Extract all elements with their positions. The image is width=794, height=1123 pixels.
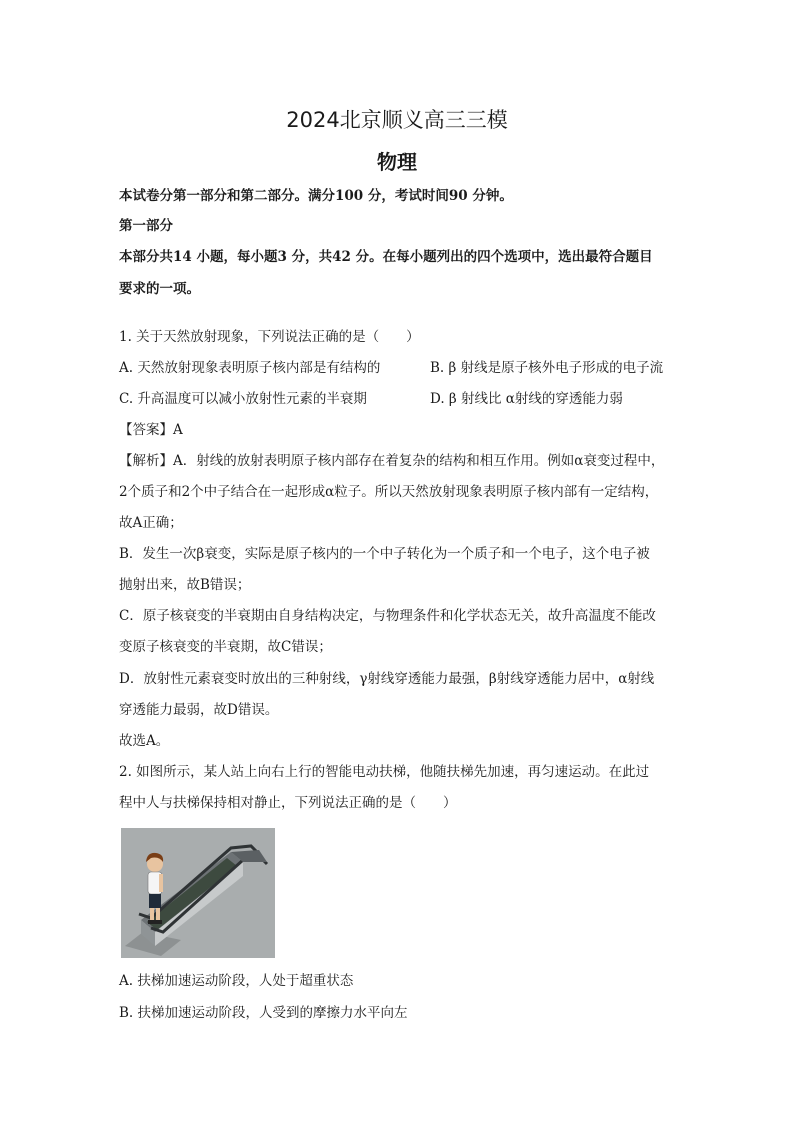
person-leg-right bbox=[156, 908, 160, 920]
person-leg-left bbox=[150, 908, 154, 920]
q1-option-d: D. β 射线比 α射线的穿透能力弱 bbox=[430, 391, 623, 407]
instruction-line-2: 要求的一项。 bbox=[119, 281, 200, 297]
answer-value: A bbox=[173, 422, 183, 438]
q1-option-c: C. 升高温度可以减小放射性元素的半衰期 bbox=[119, 391, 367, 407]
answer-tag: 【答案】 bbox=[119, 422, 173, 438]
q1-conclusion: 故选A。 bbox=[119, 733, 170, 749]
q1-analysis-line-9: 穿透能力最弱，故D错误。 bbox=[119, 702, 279, 718]
q1-option-a: A. 天然放射现象表明原子核内部是有结构的 bbox=[119, 360, 381, 376]
q1-analysis-line-7: 变原子核衰变的半衰期，故C错误； bbox=[119, 639, 332, 655]
q2-stem-line-1: 2. 如图所示，某人站上向右上行的智能电动扶梯，他随扶梯先加速，再匀速运动。在此过 bbox=[119, 764, 650, 780]
q1-answer bbox=[119, 420, 679, 440]
part-heading: 第一部分 bbox=[119, 218, 173, 234]
q1-analysis-line-3: 故A正确； bbox=[119, 515, 183, 531]
analysis-tag: 【解析】 bbox=[119, 453, 173, 469]
instruction-line-1: 本部分共14 小题，每小题3 分，共42 分。在每小题列出的四个选项中，选出最符合题目 bbox=[119, 249, 653, 265]
q1-analysis-line-1 bbox=[119, 451, 679, 471]
q2-stem-line-2: 程中人与扶梯保持相对静止，下列说法正确的是（ ） bbox=[119, 795, 457, 811]
q2-option-b: B. 扶梯加速运动阶段，人受到的摩擦力水平向左 bbox=[119, 1005, 408, 1021]
document-title: 2024北京顺义高三三模 bbox=[286, 108, 508, 132]
q1-analysis-line-2: 2个质子和2个中子结合在一起形成α粒子。所以天然放射现象表明原子核内部有一定结构， bbox=[119, 484, 659, 500]
person-shoe-right bbox=[155, 920, 162, 924]
escalator-figure bbox=[121, 828, 275, 958]
person-shorts bbox=[149, 894, 161, 908]
q1-analysis-line-5: 抛射出来，故B错误； bbox=[119, 577, 251, 593]
q1-option-b: B. β 射线是原子核外电子形成的电子流 bbox=[430, 360, 664, 376]
exam-info: 本试卷分第一部分和第二部分。满分100 分，考试时间90 分钟。 bbox=[119, 188, 513, 204]
subject-title: 物理 bbox=[377, 150, 417, 174]
q1-analysis-line-6: C．原子核衰变的半衰期由自身结构决定，与物理条件和化学状态无关，故升高温度不能改 bbox=[119, 608, 656, 624]
person-shoe-left bbox=[148, 920, 155, 924]
q2-option-a: A. 扶梯加速运动阶段，人处于超重状态 bbox=[119, 973, 354, 989]
analysis-text: A．射线的放射表明原子核内部存在着复杂的结构和相互作用。例如α衰变过程中， bbox=[173, 453, 665, 469]
q1-analysis-line-8: D．放射性元素衰变时放出的三种射线，γ射线穿透能力最强，β射线穿透能力居中，α射线 bbox=[119, 671, 655, 687]
person-arm bbox=[159, 874, 163, 892]
q1-analysis-line-4: B．发生一次β衰变，实际是原子核内的一个中子转化为一个质子和一个电子，这个电子被 bbox=[119, 546, 650, 562]
q1-stem: 1. 关于天然放射现象，下列说法正确的是（ ） bbox=[119, 329, 420, 345]
